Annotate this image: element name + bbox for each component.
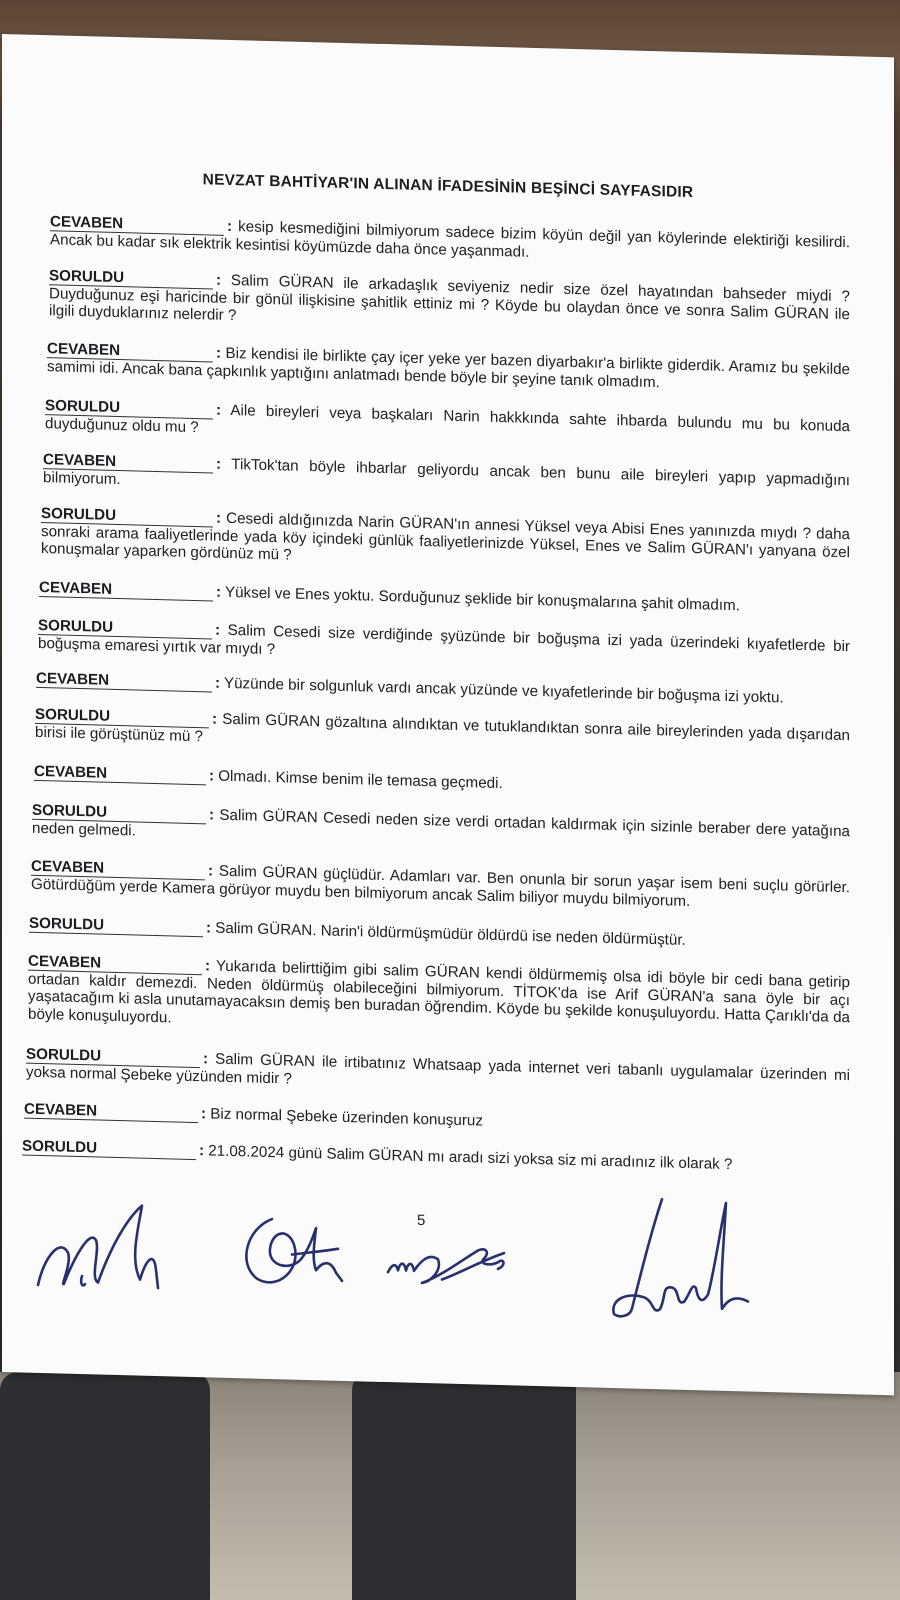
qa-entry bbox=[38, 617, 850, 673]
entry-label: SORULDU : bbox=[41, 505, 221, 527]
qa-entry bbox=[45, 397, 850, 453]
signature-area bbox=[2, 1204, 894, 1367]
entry-text: Salim GÜRAN. Narin'i öldürmüşmüdür öldürdü ise neden öldürmüştür. bbox=[215, 919, 686, 949]
qa-entry bbox=[39, 579, 850, 618]
entry-label: SORULDU : bbox=[45, 397, 221, 419]
signature-1 bbox=[30, 1197, 170, 1301]
entry-text: Yüzünde bir solgunluk vardı ancak yüzünde ve kıyafetlerinde bir boğuşma izi yoktu. bbox=[223, 674, 784, 707]
qa-entry bbox=[49, 267, 850, 340]
signature-3 bbox=[382, 1228, 512, 1301]
signature-4 bbox=[602, 1188, 752, 1342]
entry-text: Cesedi aldığınızda Narin GÜRAN'ın annesi Yüksel veya Abisi Enes yanınızda mıydı ? daha sonraki arama faaliyetlerinde yada köy içindeki günlük faaliyetlerinizde Yüksel, Enes ve Salim GÜRAN'ı yanyana özel konuşmalar yaparken gördünüz mü ? bbox=[41, 509, 850, 564]
entry-label: SORULDU : bbox=[32, 801, 214, 824]
entry-text: Biz normal Şebeke üzerinden konuşuruz bbox=[210, 1105, 483, 1130]
entry-label: CEVABEN : bbox=[47, 340, 221, 362]
entry-label: CEVABEN : bbox=[39, 578, 221, 601]
qa-entry bbox=[41, 505, 850, 579]
qa-entry bbox=[28, 953, 850, 1045]
entry-text: Salim GÜRAN ile irtibatınız Whatsaap yada internet veri tabanlı uygulamalar üzerinden mi yoksa normal Şebeke yüzünden midir ? bbox=[26, 1050, 850, 1088]
document-title: NEVZAT BAHTİYAR'IN ALINAN İFADESİNİN BEŞİNCİ SAYFASIDIR bbox=[202, 171, 694, 202]
entry-text: Yukarıda belirttiğim gibi salim GÜRAN kendi öldürmemiş olsa idi böyle bir cedi bana getirip ortadan kaldır demezdi. Neden öldürmüş olabileceğini bilmiyorum. TİTOK'da ise Arif GÜRAN'a sana öyle bir açı yaşatacağım ki asla unutamayacaksın demiş ben buradan öğrendim. Köyde bu şekilde konuşuluyordu. Hatta Çarıklı'da da böyle konuşuluyordu. bbox=[28, 957, 850, 1027]
entry-label: SORULDU : bbox=[22, 1137, 204, 1160]
entry-text: Biz kendisi ile birlikte çay içer yeke yer bazen diyarbakır'a birlikte giderdik. Aramız bu şekilde samimi idi. Ancak bana çapkınlık yaptığını anlatmadı bende böyle bir şeyine tanık olmadım. bbox=[47, 344, 850, 391]
qa-entry bbox=[24, 1101, 850, 1140]
entry-label: SORULDU : bbox=[38, 616, 220, 639]
entry-label: SORULDU : bbox=[26, 1045, 208, 1068]
qa-entry bbox=[29, 915, 850, 954]
entry-label: CEVABEN : bbox=[31, 857, 213, 880]
entry-text: Yüksel ve Enes yoktu. Sorduğunuz şeklide bir konuşmalarına şahit olmadım. bbox=[224, 583, 740, 615]
entry-label: CEVABEN : bbox=[34, 762, 214, 785]
qa-entry bbox=[43, 451, 850, 507]
qa-list bbox=[2, 34, 894, 1395]
qa-entry bbox=[47, 340, 850, 396]
entry-text: Salim GÜRAN Cesedi neden size verdi ortadan kaldırmak için sizinle beraber dere yatağına neden gelmedi. bbox=[32, 806, 850, 841]
qa-entry bbox=[32, 802, 850, 858]
entry-text: Salim GÜRAN güçlüdür. Adamları var. Ben onunla bir sorun yaşar isem beni suçlu görürler. Götürdüğüm yerde Kamera görüyor muydu ben bilmiyorum ancak Salim biliyor muydu bilmiyorum. bbox=[31, 862, 850, 910]
left-leg bbox=[0, 1372, 210, 1600]
entry-label: SORULDU : bbox=[35, 705, 217, 728]
page-number: 5 bbox=[417, 1211, 426, 1230]
entry-text: Aile bireyleri veya başkaları Narin hakkkında sahte ihbarda bulundu mu bu konuda duyduğunuz oldu mu ? bbox=[45, 401, 850, 436]
document-page bbox=[2, 34, 894, 1395]
right-leg bbox=[352, 1372, 576, 1600]
entry-label: CEVABEN : bbox=[50, 213, 232, 236]
entry-label: SORULDU : bbox=[49, 267, 221, 289]
signature-2 bbox=[232, 1208, 352, 1301]
qa-entry bbox=[35, 706, 850, 762]
entry-text: kesip kesmediğini bilmiyorum sadece bizim köyün değil yan köylerinde elektiriği kesilirdi. Ancak bu kadar sık elektrik kesintisi köyümüzde daha önce yaşanmadı. bbox=[50, 218, 850, 261]
qa-entry bbox=[36, 670, 850, 709]
entry-label: CEVABEN : bbox=[28, 952, 210, 975]
entry-label: CEVABEN : bbox=[24, 1100, 206, 1123]
entry-label: CEVABEN : bbox=[36, 669, 220, 692]
entry-label: CEVABEN : bbox=[43, 451, 221, 473]
entry-label: SORULDU : bbox=[29, 914, 211, 937]
entry-text: Salim GÜRAN ile arkadaşlık seviyeniz nedir size özel hayatından bahseder miydi ? Duyduğunuz eşi haricinde bir gönül ilişkisine şahitlik ettiniz mi ? Köyde bu olaydan önce ve sonra Salim GÜRAN ile ilgili duyduklarınız nelerdir ? bbox=[49, 271, 850, 325]
entry-text: TikTok'tan böyle ihbarlar geliyordu ancak ben bunu aile bireyleri yapıp yapmadığını bilmiyorum. bbox=[43, 456, 850, 490]
qa-entry bbox=[26, 1046, 850, 1103]
entry-text: Olmadı. Kimse benim ile temasa geçmedi. bbox=[218, 767, 503, 793]
entry-text: Salim Cesedi size verdiğinde şyüzünde bir boğuşma izi yada üzerindeki kıyafetlerde bir boğuşma emaresi yırtık var mıydı ? bbox=[38, 621, 850, 658]
qa-entry bbox=[31, 858, 850, 914]
entry-text: 21.08.2024 günü Salim GÜRAN mı aradı sizi yoksa siz mi aradınız ilk olarak ? bbox=[208, 1142, 733, 1174]
entry-text: Salim GÜRAN gözaltına alındıktan ve tutuklandıktan sonra aile bireylerinden yada dışarıdan birisi ile görüştünüz mü ? bbox=[35, 710, 850, 745]
qa-entry bbox=[22, 1138, 850, 1177]
qa-entry bbox=[50, 213, 850, 269]
qa-entry bbox=[34, 763, 850, 802]
